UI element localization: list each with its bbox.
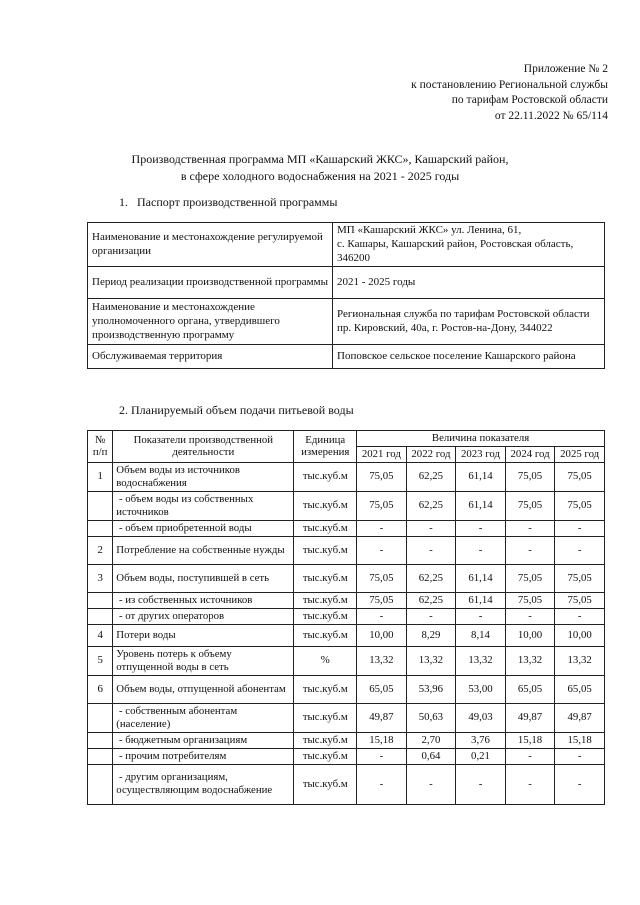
row-value: 10,00	[555, 624, 605, 646]
row-number	[88, 491, 113, 520]
table-row	[88, 491, 605, 520]
appendix-line: Приложение № 2	[523, 63, 608, 75]
row-value: 13,32	[555, 646, 605, 675]
row-value: -	[406, 520, 456, 536]
row-value: 75,05	[357, 491, 407, 520]
table-row	[88, 592, 605, 608]
row-number	[88, 732, 113, 748]
header-unit: Единица измерения	[294, 431, 357, 463]
row-number: 5	[88, 646, 113, 675]
row-value: 10,00	[357, 624, 407, 646]
row-value: -	[357, 748, 407, 764]
row-value: 75,05	[555, 462, 605, 491]
passport-row	[88, 223, 605, 267]
header-num: № п/п	[88, 431, 113, 463]
row-value: -	[406, 764, 456, 804]
passport-value	[333, 267, 605, 299]
table-row	[88, 462, 605, 491]
row-number: 6	[88, 675, 113, 703]
row-number: 3	[88, 564, 113, 592]
row-value: 8,14	[456, 624, 506, 646]
row-value: 75,05	[555, 491, 605, 520]
row-unit: тыс.куб.м	[294, 608, 357, 624]
row-indicator: - объем приобретенной воды	[113, 520, 294, 536]
row-value: 75,05	[357, 564, 407, 592]
row-unit: %	[294, 646, 357, 675]
passport-value	[333, 299, 605, 345]
row-value: -	[555, 536, 605, 564]
appendix-line: по тарифам Ростовской области	[451, 94, 608, 107]
row-value: 62,25	[406, 462, 456, 491]
passport-value-line: 2021 - 2025 годы	[337, 275, 416, 288]
row-value: -	[456, 536, 506, 564]
passport-value	[333, 223, 605, 267]
row-unit: тыс.куб.м	[294, 703, 357, 732]
row-number	[88, 520, 113, 536]
row-indicator: - прочим потребителям	[113, 748, 294, 764]
row-value: 75,05	[357, 592, 407, 608]
row-number: 1	[88, 462, 113, 491]
row-value: 10,00	[505, 624, 555, 646]
passport-label: Наименование и местонахождение регулируемой организации	[88, 223, 333, 267]
row-value: 13,32	[406, 646, 456, 675]
appendix-line: к постановлению Региональной службы	[411, 78, 608, 91]
section-2-heading: 2. Планируемый объем подачи питьевой воды	[119, 403, 354, 417]
row-indicator: Объем воды, отпущенной абонентам	[113, 675, 294, 703]
header-value-group: Величина показателя	[357, 431, 605, 447]
row-value: -	[505, 748, 555, 764]
row-unit: тыс.куб.м	[294, 536, 357, 564]
passport-table	[87, 222, 605, 369]
table-row	[88, 564, 605, 592]
row-indicator: Потребление на собственные нужды	[113, 536, 294, 564]
row-value: 75,05	[357, 462, 407, 491]
row-value: 65,05	[505, 675, 555, 703]
row-value: -	[456, 764, 506, 804]
row-value: -	[357, 608, 407, 624]
row-value: 53,96	[406, 675, 456, 703]
row-unit: тыс.куб.м	[294, 491, 357, 520]
row-indicator: - собственным абонентам (население)	[113, 703, 294, 732]
header-year: 2021 год	[357, 446, 407, 462]
row-indicator: Уровень потерь к объему отпущенной воды в сеть	[113, 646, 294, 675]
row-value: 62,25	[406, 491, 456, 520]
row-value: -	[357, 520, 407, 536]
row-value: -	[555, 748, 605, 764]
row-value: 62,25	[406, 592, 456, 608]
row-value: 75,05	[555, 592, 605, 608]
row-value: 75,05	[505, 592, 555, 608]
row-unit: тыс.куб.м	[294, 520, 357, 536]
passport-row	[88, 299, 605, 345]
row-value: -	[555, 520, 605, 536]
row-unit: тыс.куб.м	[294, 624, 357, 646]
passport-value-line: пр. Кировский, 40а, г. Ростов-на-Дону, 344022	[337, 321, 553, 334]
row-value: 65,05	[357, 675, 407, 703]
row-indicator: Потери воды	[113, 624, 294, 646]
passport-value-line: Региональная служба по тарифам Ростовской области	[337, 308, 590, 320]
row-indicator: - бюджетным организациям	[113, 732, 294, 748]
row-value: 49,03	[456, 703, 506, 732]
row-value: 2,70	[406, 732, 456, 748]
row-number: 4	[88, 624, 113, 646]
row-value: -	[456, 520, 506, 536]
table-row	[88, 520, 605, 536]
row-unit: тыс.куб.м	[294, 564, 357, 592]
row-value: 3,76	[456, 732, 506, 748]
row-value: 75,05	[555, 564, 605, 592]
row-value: -	[406, 536, 456, 564]
title-line: Производственная программа МП «Кашарский ЖКС», Кашарский район,	[131, 152, 509, 166]
row-value: 65,05	[555, 675, 605, 703]
row-indicator: - объем воды из собственных источников	[113, 491, 294, 520]
header-year: 2023 год	[456, 446, 506, 462]
row-value: 49,87	[357, 703, 407, 732]
row-unit: тыс.куб.м	[294, 764, 357, 804]
header-year: 2024 год	[505, 446, 555, 462]
row-value: 75,05	[505, 462, 555, 491]
row-number	[88, 764, 113, 804]
row-value: -	[505, 764, 555, 804]
row-number	[88, 748, 113, 764]
row-value: -	[357, 764, 407, 804]
appendix-line: от 22.11.2022 № 65/114	[494, 109, 608, 122]
table-row	[88, 732, 605, 748]
section-1-heading: 1. Паспорт производственной программы	[119, 195, 338, 209]
row-number	[88, 592, 113, 608]
row-indicator: - другим организациям, осуществляющим водоснабжение	[113, 764, 294, 804]
row-value: 15,18	[555, 732, 605, 748]
row-value: 0,21	[456, 748, 506, 764]
row-value: 53,00	[456, 675, 506, 703]
table-row	[88, 646, 605, 675]
row-value: -	[456, 608, 506, 624]
row-value: 61,14	[456, 564, 506, 592]
row-value: 13,32	[357, 646, 407, 675]
row-indicator: - из собственных источников	[113, 592, 294, 608]
passport-label: Обслуживаемая территория	[88, 345, 333, 369]
row-value: 13,32	[456, 646, 506, 675]
row-indicator: - от других операторов	[113, 608, 294, 624]
table-row	[88, 608, 605, 624]
passport-row	[88, 345, 605, 369]
water-volume-table	[87, 430, 605, 805]
row-indicator: Объем воды, поступившей в сеть	[113, 564, 294, 592]
passport-value-line: МП «Кашарский ЖКС» ул. Ленина, 61,	[337, 224, 522, 236]
row-value: 8,29	[406, 624, 456, 646]
row-value: 15,18	[505, 732, 555, 748]
row-unit: тыс.куб.м	[294, 675, 357, 703]
table-row	[88, 703, 605, 732]
passport-label: Наименование и местонахождение уполномоченного органа, утвердившего производственную программу	[88, 299, 333, 345]
passport-label: Период реализации производственной программы	[88, 267, 333, 299]
row-indicator: Объем воды из источников водоснабжения	[113, 462, 294, 491]
passport-value	[333, 345, 605, 369]
row-value: 62,25	[406, 564, 456, 592]
row-value: -	[555, 764, 605, 804]
row-value: 75,05	[505, 564, 555, 592]
row-value: -	[357, 536, 407, 564]
passport-row	[88, 267, 605, 299]
row-value: 49,87	[555, 703, 605, 732]
row-unit: тыс.куб.м	[294, 748, 357, 764]
row-value: -	[505, 520, 555, 536]
row-value: -	[555, 608, 605, 624]
row-value: 13,32	[505, 646, 555, 675]
passport-value-line: с. Кашары, Кашарский район, Ростовская область, 346200	[337, 237, 574, 264]
row-value: 75,05	[505, 491, 555, 520]
appendix-header	[411, 62, 608, 124]
table-row	[88, 675, 605, 703]
passport-value-line: Поповское сельское поселение Кашарского района	[337, 349, 576, 362]
row-number: 2	[88, 536, 113, 564]
table-row	[88, 624, 605, 646]
table-row	[88, 764, 605, 804]
row-unit: тыс.куб.м	[294, 592, 357, 608]
row-value: -	[406, 608, 456, 624]
document-title	[0, 151, 640, 184]
row-value: 50,63	[406, 703, 456, 732]
row-value: 61,14	[456, 491, 506, 520]
row-value: 61,14	[456, 592, 506, 608]
row-value: -	[505, 536, 555, 564]
row-number	[88, 608, 113, 624]
row-number	[88, 703, 113, 732]
row-value: 15,18	[357, 732, 407, 748]
header-indicator: Показатели производственной деятельности	[113, 431, 294, 463]
row-value: 0,64	[406, 748, 456, 764]
header-year: 2025 год	[555, 446, 605, 462]
row-unit: тыс.куб.м	[294, 732, 357, 748]
table-row	[88, 536, 605, 564]
table-row	[88, 748, 605, 764]
row-value: 49,87	[505, 703, 555, 732]
row-value: -	[505, 608, 555, 624]
row-value: 61,14	[456, 462, 506, 491]
header-year: 2022 год	[406, 446, 456, 462]
row-unit: тыс.куб.м	[294, 462, 357, 491]
title-line: в сфере холодного водоснабжения на 2021 - 2025 годы	[180, 168, 460, 183]
